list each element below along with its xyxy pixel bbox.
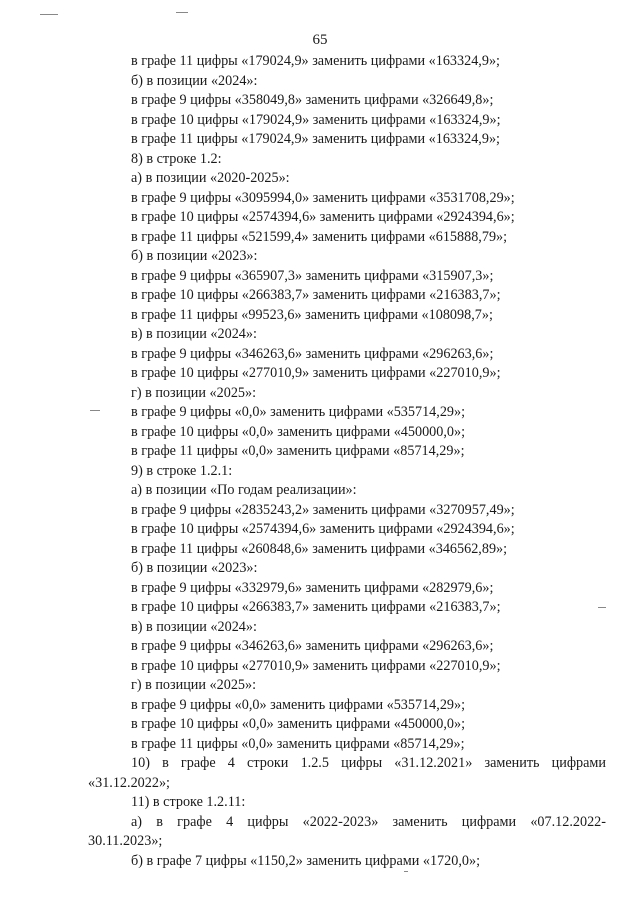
text-line: в графе 11 цифры «179024,9» заменить цифрами «163324,9»; bbox=[131, 131, 500, 147]
text-line: в графе 11 цифры «521599,4» заменить цифрами «615888,79»; bbox=[131, 229, 508, 245]
text-line: в графе 10 цифры «0,0» заменить цифрами «450000,0»; bbox=[131, 424, 466, 440]
text-line: г) в позиции «2025»: bbox=[131, 385, 257, 401]
text-line: в графе 9 цифры «2835243,2» заменить цифрами «3270957,49»; bbox=[131, 502, 515, 518]
text-line: а) в графе 4 цифры «2022-2023» заменить цифрами «07.12.2022- bbox=[131, 814, 606, 830]
text-line: в графе 9 цифры «3095994,0» заменить цифрами «3531708,29»; bbox=[131, 190, 515, 206]
scan-artifact bbox=[40, 14, 58, 15]
text-line: 8) в строке 1.2: bbox=[131, 151, 222, 167]
text-line: а) в позиции «По годам реализации»: bbox=[131, 482, 357, 498]
text-line: б) в позиции «2023»: bbox=[131, 248, 258, 264]
text-line: «31.12.2022»; bbox=[88, 775, 170, 791]
text-line: в графе 10 цифры «2574394,6» заменить цифрами «2924394,6»; bbox=[131, 209, 515, 225]
text-line: в) в позиции «2024»: bbox=[131, 326, 257, 342]
text-line: в графе 10 цифры «179024,9» заменить цифрами «163324,9»; bbox=[131, 112, 501, 128]
text-line: в графе 11 цифры «99523,6» заменить цифрами «108098,7»; bbox=[131, 307, 493, 323]
text-line: 30.11.2023»; bbox=[88, 833, 163, 849]
scan-artifact bbox=[404, 871, 408, 872]
text-line: в графе 9 цифры «346263,6» заменить цифрами «296263,6»; bbox=[131, 346, 494, 362]
text-line: г) в позиции «2025»: bbox=[131, 677, 257, 693]
scan-artifact bbox=[598, 607, 606, 608]
text-line: в графе 10 цифры «277010,9» заменить цифрами «227010,9»; bbox=[131, 365, 501, 381]
text-line: в графе 10 цифры «277010,9» заменить цифрами «227010,9»; bbox=[131, 658, 501, 674]
text-line: в графе 11 цифры «0,0» заменить цифрами «85714,29»; bbox=[131, 736, 465, 752]
text-line: в графе 11 цифры «0,0» заменить цифрами «85714,29»; bbox=[131, 443, 465, 459]
text-line: б) в графе 7 цифры «1150,2» заменить цифрами «1720,0»; bbox=[131, 853, 481, 869]
text-line: в графе 9 цифры «365907,3» заменить цифрами «315907,3»; bbox=[131, 268, 494, 284]
text-line: а) в позиции «2020-2025»: bbox=[131, 170, 290, 186]
text-line: в графе 10 цифры «0,0» заменить цифрами «450000,0»; bbox=[131, 716, 466, 732]
text-line: б) в позиции «2023»: bbox=[131, 560, 258, 576]
text-line: 11) в строке 1.2.11: bbox=[131, 794, 246, 810]
text-line: в графе 9 цифры «358049,8» заменить цифрами «326649,8»; bbox=[131, 92, 494, 108]
text-line: в графе 10 цифры «266383,7» заменить цифрами «216383,7»; bbox=[131, 287, 501, 303]
text-line: б) в позиции «2024»: bbox=[131, 73, 258, 89]
scan-artifact bbox=[176, 12, 188, 13]
text-line: в графе 9 цифры «0,0» заменить цифрами «535714,29»; bbox=[131, 697, 466, 713]
text-line: в графе 11 цифры «179024,9» заменить цифрами «163324,9»; bbox=[131, 53, 500, 69]
page-number: 65 bbox=[312, 32, 328, 48]
text-line: 10) в графе 4 строки 1.2.5 цифры «31.12.2021» заменить цифрами bbox=[131, 755, 606, 771]
text-line: в графе 9 цифры «332979,6» заменить цифрами «282979,6»; bbox=[131, 580, 494, 596]
text-line: 9) в строке 1.2.1: bbox=[131, 463, 233, 479]
text-line: в графе 11 цифры «260848,6» заменить цифрами «346562,89»; bbox=[131, 541, 508, 557]
text-line: в графе 10 цифры «2574394,6» заменить цифрами «2924394,6»; bbox=[131, 521, 515, 537]
text-line: в графе 9 цифры «346263,6» заменить цифрами «296263,6»; bbox=[131, 638, 494, 654]
scan-artifact bbox=[90, 410, 100, 411]
text-line: в графе 10 цифры «266383,7» заменить цифрами «216383,7»; bbox=[131, 599, 501, 615]
text-line: в) в позиции «2024»: bbox=[131, 619, 257, 635]
text-line: в графе 9 цифры «0,0» заменить цифрами «535714,29»; bbox=[131, 404, 466, 420]
